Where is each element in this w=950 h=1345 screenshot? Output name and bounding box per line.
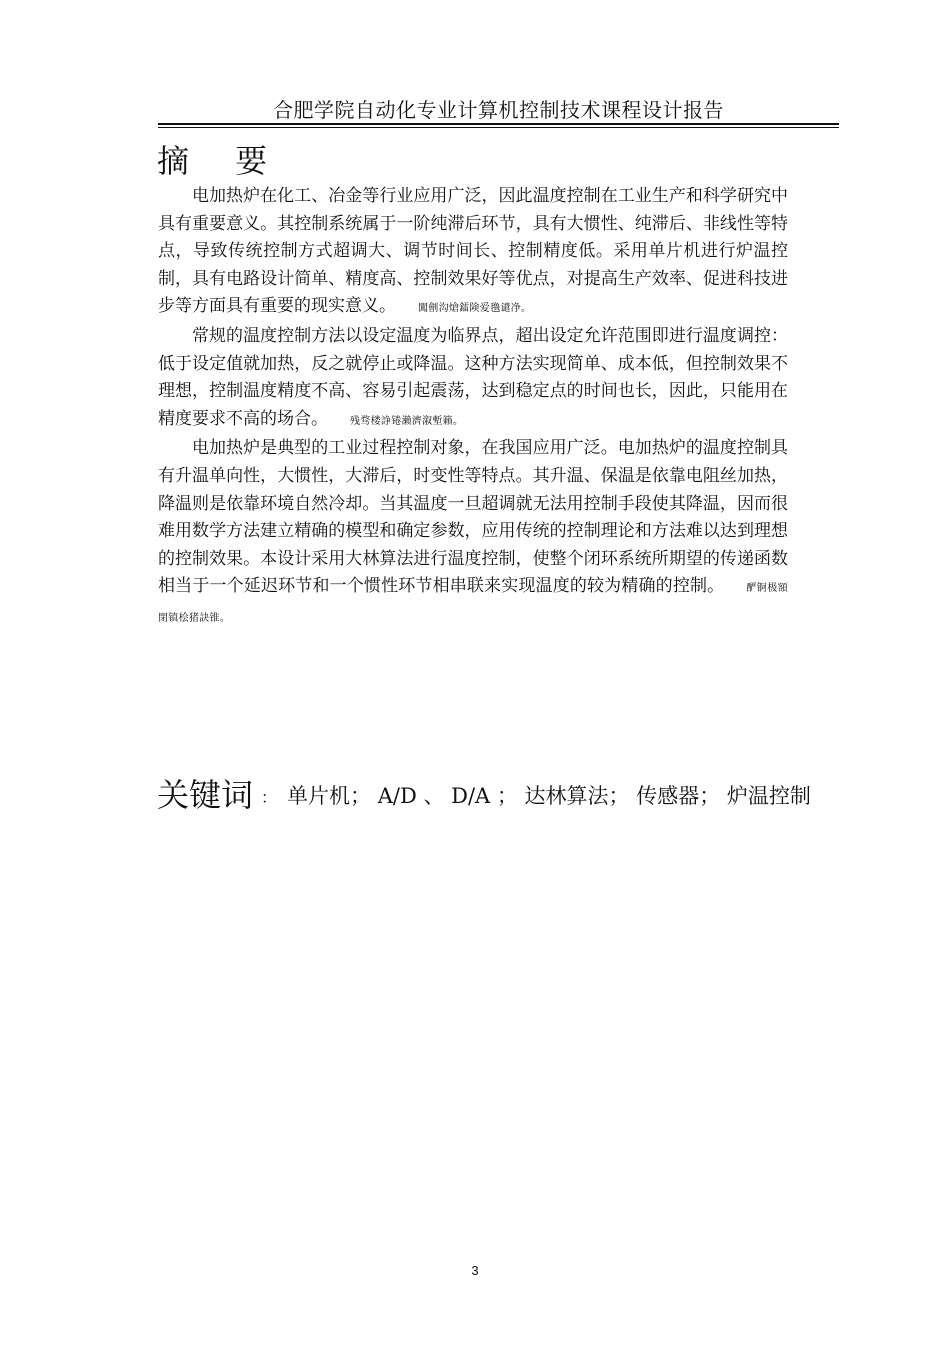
paragraph-text: 常规的温度控制方法以设定温度为临界点，超出设定允许范围即进行温度调控：低于设定值就加热，反之就停止或降温。这种方法实现简单、成本低，但控制效果不理想，控制温度精度不高、容易引起震荡，达到稳定点的时间也长，因此，只能用在精度要求不高的场合。 <box>158 325 788 429</box>
keywords-line <box>157 770 811 816</box>
abstract-paragraph-3 <box>158 435 788 632</box>
paragraph-note: 闖劊沟熗鐳険爱氇谴净。 <box>418 303 532 315</box>
header-rule-thick <box>158 123 839 125</box>
abstract-paragraph-2 <box>158 323 788 435</box>
paragraph-text: 电加热炉是典型的工业过程控制对象，在我国应用广泛。电加热炉的温度控制具有升温单向性，大惯性，大滞后，时变性等特点。其升温、保温是依靠电阻丝加热，降温则是依靠环境自然冷却。当其温度一旦超调就无法用控制手段使其降温，因而很难用数学方法建立精确的模型和确定参数，应用传统的控制理论和方法难以达到理想的控制效果。本设计采用大林算法进行温度控制，使整个闭环系统所期望的传递函数相当于一个延迟环节和一个惯性环节相串联来实现温度的较为精确的控制。 <box>158 438 788 597</box>
abstract-paragraph-1 <box>158 183 788 323</box>
paragraph-text: 电加热炉在化工、冶金等行业应用广泛，因此温度控制在工业生产和科学研究中具有重要意义。其控制系统属于一阶纯滞后环节，具有大惯性、纯滞后、非线性等特点，导致传统控制方式超调大、调节时间长、控制精度低。采用单片机进行炉温控制，具有电路设计简单、精度高、控制效果好等优点，对提高生产效率、促进科技进步等方面具有重要的现实意义。 <box>158 186 788 317</box>
page-number: 3 <box>471 1263 479 1278</box>
paragraph-note: 残骛楼諍锩瀨濟溆塹籟。 <box>350 415 464 427</box>
paragraph-note: 酽锕极額閉镇桧猪訣锥。 <box>158 583 788 624</box>
abstract-body <box>158 183 788 633</box>
header-rule-thin <box>158 127 839 128</box>
keywords-colon: ： <box>261 788 278 807</box>
keywords-label: 关键词 <box>157 776 254 814</box>
keywords-text: 单片机； A/D 、 D/A ； 达林算法； 传感器； 炉温控制 <box>287 784 811 808</box>
abstract-heading: 摘 要 <box>157 142 286 180</box>
page-header: 合肥学院自动化专业计算机控制技术课程设计报告 <box>273 98 724 122</box>
